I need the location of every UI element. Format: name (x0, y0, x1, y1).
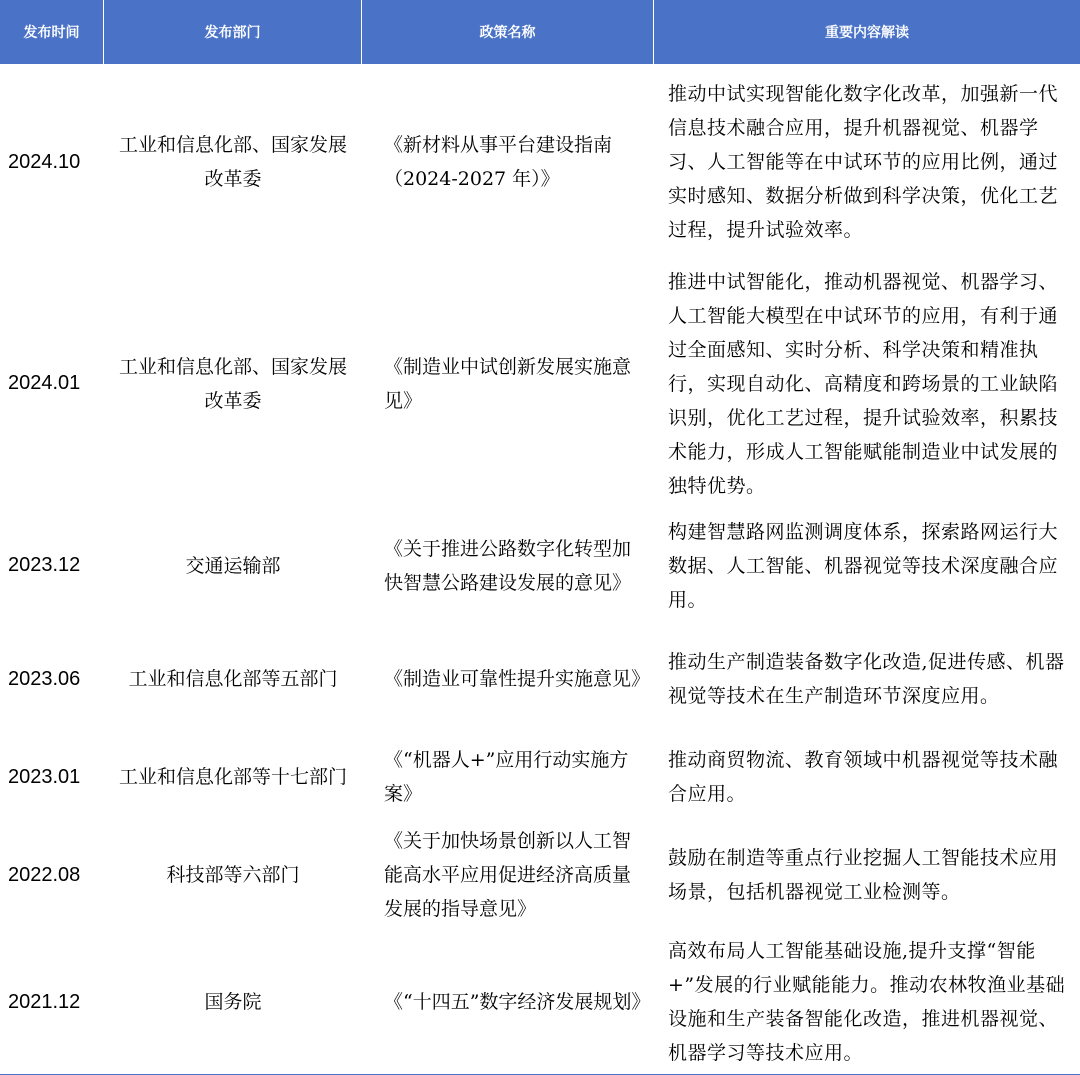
row-date: 2024.10 (8, 150, 81, 173)
table-row (0, 930, 1080, 1075)
row-dept: 工业和信息化部等五部门 (128, 668, 338, 690)
row-description: 鼓励在制造等重点行业挖掘人工智能技术应用场景，包括机器视觉工业检测等。 (668, 847, 1059, 903)
row-policy-name: 《制造业可靠性提升实施意见》 (384, 668, 651, 690)
row-date: 2023.01 (8, 765, 81, 788)
row-description: 推动生产制造装备数字化改造,促进传感、机器视觉等技术在生产制造环节深度应用。 (668, 651, 1065, 707)
row-date: 2022.08 (8, 863, 81, 886)
row-dept: 工业和信息化部等十七部门 (118, 766, 347, 788)
row-policy-name: 《“机器人+”应用行动实施方案》 (384, 749, 629, 805)
row-dept: 国务院 (204, 991, 262, 1013)
row-description: 推动中试实现智能化数字化改革，加强新一代信息技术融合应用，提升机器视觉、机器学习、人工智能等在中试环节的应用比例，通过实时感知、数据分析做到科学决策，优化工艺过程，提升试验效率。 (668, 83, 1059, 241)
table-row (0, 260, 1080, 507)
row-policy-name: 《关于加快场景创新以人工智能高水平应用促进经济高质量发展的指导意见》 (384, 830, 632, 920)
row-description: 推进中试智能化，推动机器视觉、机器学习、人工智能大模型在中试环节的应用，有利于通过全面感知、实时分析、科学决策和精准执行，实现自动化、高精度和跨场景的工业缺陷识别，优化工艺过程，提升试验效率，积累技术能力，形成人工智能赋能制造业中试发展的独特优势。 (668, 270, 1059, 497)
table-row (0, 507, 1080, 624)
row-dept: 工业和信息化部、国家发展改革委 (118, 134, 347, 190)
row-date: 2024.01 (8, 372, 81, 394)
table-row (0, 820, 1080, 930)
row-date: 2023.06 (8, 667, 81, 690)
row-description: 构建智慧路网监测调度体系，探索路网运行大数据、人工智能、机器视觉等技术深度融合应用。 (668, 520, 1059, 611)
row-dept: 交通运输部 (185, 554, 281, 577)
table-row (0, 734, 1080, 820)
row-description: 推动商贸物流、教育领域中机器视觉等技术融合应用。 (668, 749, 1059, 805)
row-policy-name: 《新材料从事平台建设指南（2024-2027 年）》 (384, 134, 613, 190)
row-dept: 科技部等六部门 (166, 864, 300, 886)
header-date: 发布时间 (0, 0, 104, 64)
row-policy-name: 《关于推进公路数字化转型加快智慧公路建设发展的意见》 (384, 537, 632, 594)
table-row (0, 624, 1080, 734)
row-date: 2021.12 (8, 990, 81, 1013)
header-dept: 发布部门 (104, 0, 362, 64)
table-header (0, 0, 1080, 64)
header-name: 政策名称 (362, 0, 654, 64)
row-description: 高效布局人工智能基础设施,提升支撑“智能+”发展的行业赋能能力。推动农林牧渔业基础设施和生产装备智能化改造，推进机器视觉、机器学习等技术应用。 (668, 940, 1066, 1064)
row-policy-name: 《制造业中试创新发展实施意见》 (384, 355, 632, 412)
row-dept: 工业和信息化部、国家发展改革委 (118, 355, 347, 412)
row-date: 2023.12 (8, 554, 81, 576)
header-desc: 重要内容解读 (825, 25, 909, 41)
row-policy-name: 《“十四五”数字经济发展规划》 (384, 991, 651, 1013)
table-row (0, 64, 1080, 260)
